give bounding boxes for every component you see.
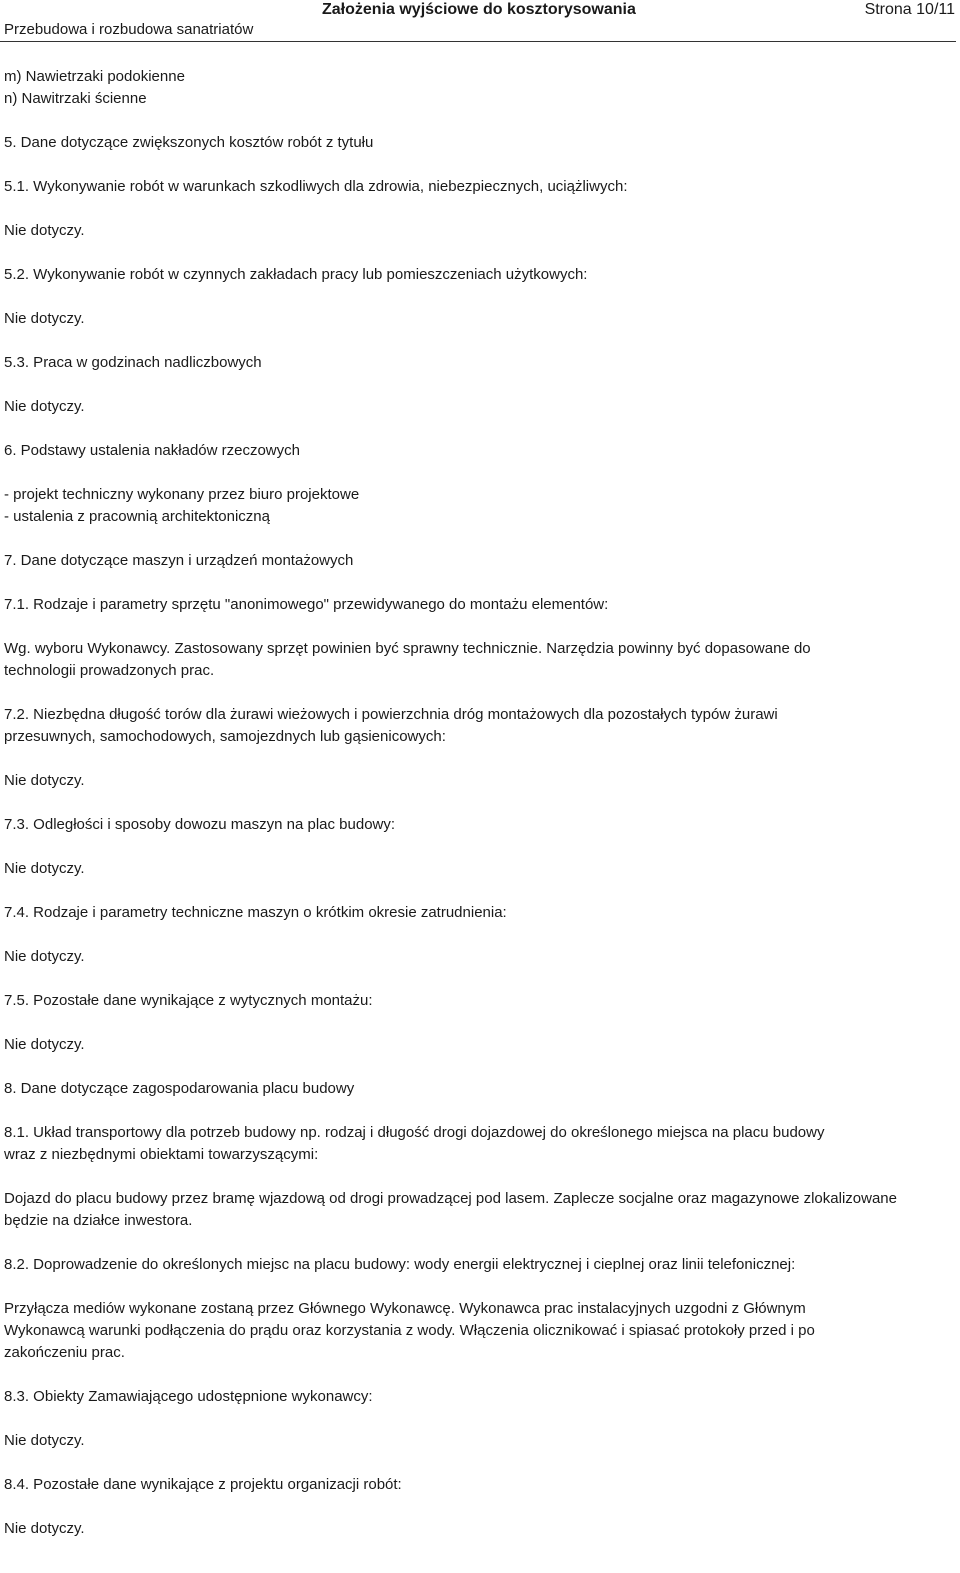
text-line: 6. Podstawy ustalenia nakładów rzeczowych bbox=[4, 442, 300, 459]
paragraph bbox=[4, 594, 954, 616]
text-line: Wg. wyboru Wykonawcy. Zastosowany sprzęt powinien być sprawny technicznie. Narzędzia powinny być dopasowane do bbox=[4, 640, 811, 657]
text-line: Nie dotyczy. bbox=[4, 1432, 85, 1449]
paragraph bbox=[4, 1298, 954, 1364]
paragraph bbox=[4, 1034, 954, 1056]
document-body bbox=[4, 66, 954, 1540]
paragraph bbox=[4, 814, 954, 836]
paragraph bbox=[4, 484, 954, 528]
paragraph bbox=[4, 1078, 954, 1100]
text-line: 5.2. Wykonywanie robót w czynnych zakładach pracy lub pomieszczeniach użytkowych: bbox=[4, 266, 588, 283]
paragraph bbox=[4, 308, 954, 330]
text-line: 5.3. Praca w godzinach nadliczbowych bbox=[4, 354, 262, 371]
text-line: będzie na działce inwestora. bbox=[4, 1212, 193, 1229]
page-number: Strona 10/11 bbox=[864, 1, 955, 18]
text-line: Nie dotyczy. bbox=[4, 772, 85, 789]
text-line: 5.1. Wykonywanie robót w warunkach szkodliwych dla zdrowia, niebezpiecznych, uciążliwych: bbox=[4, 178, 628, 195]
paragraph bbox=[4, 1254, 954, 1276]
text-line: Nie dotyczy. bbox=[4, 398, 85, 415]
text-line: Nie dotyczy. bbox=[4, 948, 85, 965]
text-line: 8.2. Doprowadzenie do określonych miejsc na placu budowy: wody energii elektrycznej i cieplnej oraz linii telefonicznej: bbox=[4, 1256, 796, 1273]
text-line: Nie dotyczy. bbox=[4, 1036, 85, 1053]
text-line: 7.3. Odległości i sposoby dowozu maszyn na plac budowy: bbox=[4, 816, 396, 833]
paragraph bbox=[4, 990, 954, 1012]
header-divider bbox=[0, 41, 956, 42]
text-line: Przyłącza mediów wykonane zostaną przez Głównego Wykonawcę. Wykonawca prac instalacyjnych uzgodni z Głównym bbox=[4, 1300, 806, 1317]
text-line: Nie dotyczy. bbox=[4, 1520, 85, 1537]
text-line: 7. Dane dotyczące maszyn i urządzeń montażowych bbox=[4, 552, 354, 569]
paragraph bbox=[4, 176, 954, 198]
text-line: Nie dotyczy. bbox=[4, 310, 85, 327]
text-line: przesuwnych, samochodowych, samojezdnych lub gąsienicowych: bbox=[4, 728, 446, 745]
paragraph bbox=[4, 704, 954, 748]
text-line: zakończeniu prac. bbox=[4, 1344, 125, 1361]
text-line: Nie dotyczy. bbox=[4, 222, 85, 239]
paragraph bbox=[4, 264, 954, 286]
page-header bbox=[0, 0, 960, 42]
paragraph bbox=[4, 440, 954, 462]
paragraph bbox=[4, 132, 954, 154]
text-line: Dojazd do placu budowy przez bramę wjazdową od drogi prowadzącej pod lasem. Zaplecze socjalne oraz magazynowe zlokalizowane bbox=[4, 1190, 897, 1207]
text-line: 5. Dane dotyczące zwiększonych kosztów robót z tytułu bbox=[4, 134, 374, 151]
text-line: Nie dotyczy. bbox=[4, 860, 85, 877]
paragraph bbox=[4, 352, 954, 374]
text-line: n) Nawitrzaki ścienne bbox=[4, 90, 147, 107]
text-line: 7.4. Rodzaje i parametry techniczne maszyn o krótkim okresie zatrudnienia: bbox=[4, 904, 507, 921]
paragraph bbox=[4, 1122, 954, 1166]
paragraph bbox=[4, 1386, 954, 1408]
paragraph bbox=[4, 220, 954, 242]
text-line: 7.2. Niezbędna długość torów dla żurawi wieżowych i powierzchnia dróg montażowych dla pozostałych typów żurawi bbox=[4, 706, 778, 723]
text-line: m) Nawietrzaki podokienne bbox=[4, 68, 185, 85]
text-line: 8. Dane dotyczące zagospodarowania placu budowy bbox=[4, 1080, 355, 1097]
text-line: 8.3. Obiekty Zamawiającego udostępnione wykonawcy: bbox=[4, 1388, 373, 1405]
text-line: wraz z niezbędnymi obiektami towarzyszącymi: bbox=[4, 1146, 319, 1163]
paragraph bbox=[4, 946, 954, 968]
text-line: 8.4. Pozostałe dane wynikające z projektu organizacji robót: bbox=[4, 1476, 402, 1493]
paragraph bbox=[4, 770, 954, 792]
text-line: - projekt techniczny wykonany przez biuro projektowe bbox=[4, 486, 360, 503]
paragraph bbox=[4, 550, 954, 572]
paragraph bbox=[4, 66, 954, 110]
text-line: Wykonawcą warunki podłączenia do prądu oraz korzystania z wody. Włączenia olicznikować i spiasać protokoły przed i po bbox=[4, 1322, 815, 1339]
paragraph bbox=[4, 638, 954, 682]
paragraph bbox=[4, 396, 954, 418]
text-line: technologii prowadzonych prac. bbox=[4, 662, 215, 679]
text-line: 8.1. Układ transportowy dla potrzeb budowy np. rodzaj i długość drogi dojazdowej do określonego miejsca na placu budowy bbox=[4, 1124, 825, 1141]
paragraph bbox=[4, 1188, 954, 1232]
text-line: 7.5. Pozostałe dane wynikające z wytycznych montażu: bbox=[4, 992, 373, 1009]
document-project-title: Przebudowa i rozbudowa sanatriatów bbox=[4, 21, 254, 38]
document-section-title: Założenia wyjściowe do kosztorysowania bbox=[322, 1, 636, 18]
paragraph bbox=[4, 1474, 954, 1496]
text-line: 7.1. Rodzaje i parametry sprzętu "anonimowego" przewidywanego do montażu elementów: bbox=[4, 596, 609, 613]
text-line: - ustalenia z pracownią architektoniczną bbox=[4, 508, 270, 525]
paragraph bbox=[4, 1518, 954, 1540]
paragraph bbox=[4, 1430, 954, 1452]
paragraph bbox=[4, 902, 954, 924]
paragraph bbox=[4, 858, 954, 880]
